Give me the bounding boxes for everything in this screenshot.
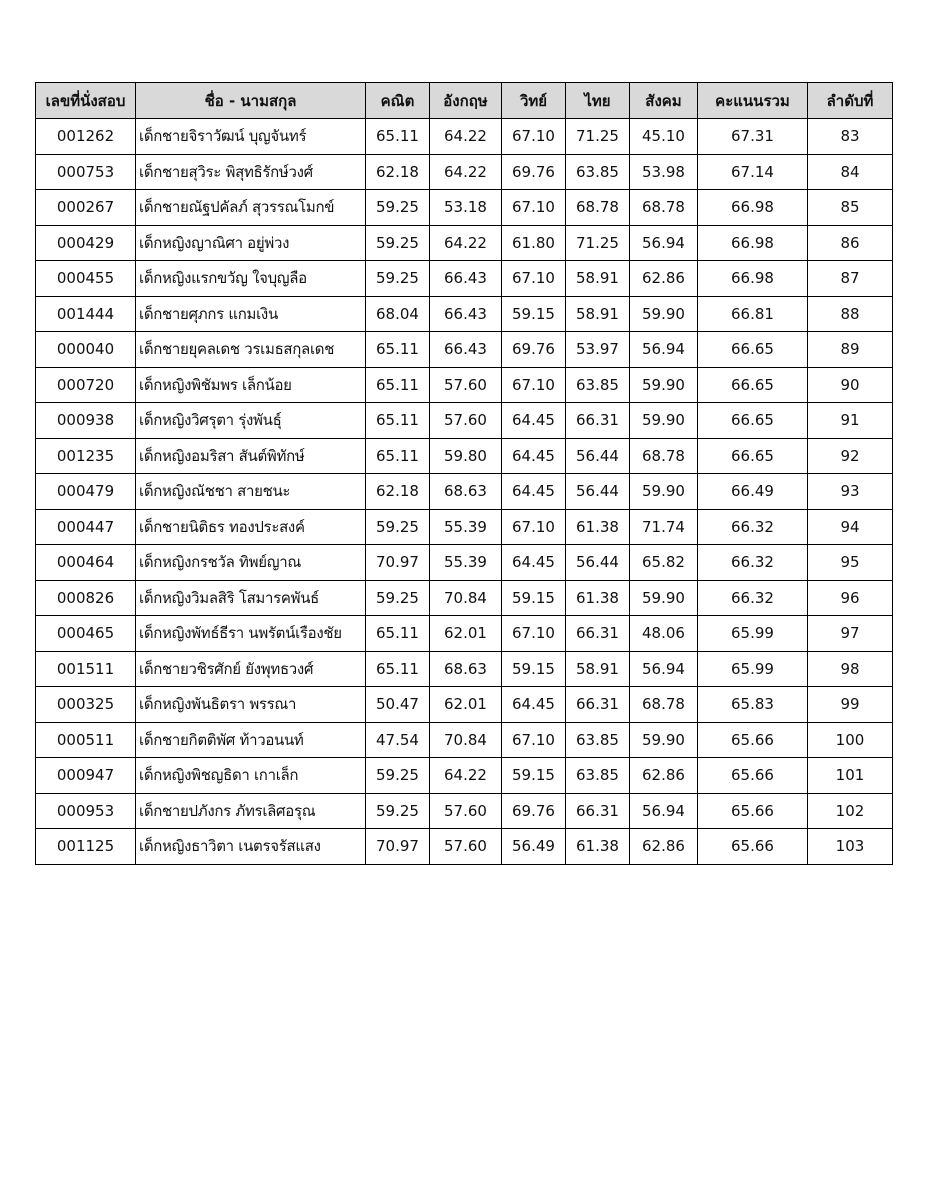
science-score-cell: 56.49 bbox=[502, 829, 566, 865]
math-score-cell: 65.11 bbox=[366, 616, 430, 652]
rank-cell: 88 bbox=[808, 296, 893, 332]
header-math: คณิต bbox=[366, 83, 430, 119]
name-cell: เด็กหญิงพิชญธิดา เกาเล็ก bbox=[136, 758, 366, 794]
total-score-cell: 65.66 bbox=[698, 829, 808, 865]
rank-cell: 98 bbox=[808, 651, 893, 687]
name-cell: เด็กชายกิตติพัศ ท้าวอนนท์ bbox=[136, 722, 366, 758]
name-cell: เด็กหญิงแรกขวัญ ใจบุญลือ bbox=[136, 261, 366, 297]
name-cell: เด็กชายปภังกร ภัทรเลิศอรุณ bbox=[136, 793, 366, 829]
social-score-cell: 59.90 bbox=[630, 367, 698, 403]
social-score-cell: 56.94 bbox=[630, 332, 698, 368]
math-score-cell: 62.18 bbox=[366, 474, 430, 510]
english-score-cell: 64.22 bbox=[430, 119, 502, 155]
name-cell: เด็กชายวชิรศักย์ ยังพุทธวงศ์ bbox=[136, 651, 366, 687]
name-cell: เด็กหญิงญาณิศา อยู่พ่วง bbox=[136, 225, 366, 261]
math-score-cell: 70.97 bbox=[366, 545, 430, 581]
social-score-cell: 68.78 bbox=[630, 438, 698, 474]
table-row bbox=[36, 793, 893, 829]
seat-number-cell: 000953 bbox=[36, 793, 136, 829]
total-score-cell: 67.14 bbox=[698, 154, 808, 190]
social-score-cell: 68.78 bbox=[630, 190, 698, 226]
thai-score-cell: 56.44 bbox=[566, 545, 630, 581]
math-score-cell: 59.25 bbox=[366, 758, 430, 794]
social-score-cell: 45.10 bbox=[630, 119, 698, 155]
math-score-cell: 47.54 bbox=[366, 722, 430, 758]
seat-number-cell: 000465 bbox=[36, 616, 136, 652]
name-cell: เด็กหญิงธาวิตา เนตรจรัสแสง bbox=[136, 829, 366, 865]
math-score-cell: 65.11 bbox=[366, 438, 430, 474]
science-score-cell: 64.45 bbox=[502, 687, 566, 723]
table-row bbox=[36, 190, 893, 226]
seat-number-cell: 000464 bbox=[36, 545, 136, 581]
rank-cell: 84 bbox=[808, 154, 893, 190]
seat-number-cell: 000947 bbox=[36, 758, 136, 794]
header-english: อังกฤษ bbox=[430, 83, 502, 119]
science-score-cell: 59.15 bbox=[502, 758, 566, 794]
table-row bbox=[36, 580, 893, 616]
social-score-cell: 56.94 bbox=[630, 225, 698, 261]
social-score-cell: 56.94 bbox=[630, 651, 698, 687]
math-score-cell: 62.18 bbox=[366, 154, 430, 190]
english-score-cell: 64.22 bbox=[430, 758, 502, 794]
math-score-cell: 65.11 bbox=[366, 403, 430, 439]
science-score-cell: 67.10 bbox=[502, 722, 566, 758]
name-cell: เด็กหญิงกรชวัล ทิพย์ญาณ bbox=[136, 545, 366, 581]
seat-number-cell: 000753 bbox=[36, 154, 136, 190]
rank-cell: 91 bbox=[808, 403, 893, 439]
thai-score-cell: 66.31 bbox=[566, 616, 630, 652]
seat-number-cell: 000429 bbox=[36, 225, 136, 261]
table-row bbox=[36, 722, 893, 758]
english-score-cell: 55.39 bbox=[430, 509, 502, 545]
table-row bbox=[36, 687, 893, 723]
table-row bbox=[36, 225, 893, 261]
name-cell: เด็กชายสุวิระ พิสุทธิรักษ์วงศ์ bbox=[136, 154, 366, 190]
total-score-cell: 66.81 bbox=[698, 296, 808, 332]
math-score-cell: 65.11 bbox=[366, 332, 430, 368]
social-score-cell: 68.78 bbox=[630, 687, 698, 723]
thai-score-cell: 63.85 bbox=[566, 367, 630, 403]
rank-cell: 96 bbox=[808, 580, 893, 616]
name-cell: เด็กหญิงวิมลสิริ โสมารคพันธ์ bbox=[136, 580, 366, 616]
math-score-cell: 50.47 bbox=[366, 687, 430, 723]
thai-score-cell: 63.85 bbox=[566, 154, 630, 190]
seat-number-cell: 000040 bbox=[36, 332, 136, 368]
table-row bbox=[36, 261, 893, 297]
name-cell: เด็กหญิงพัทธ์ธีรา นพรัตน์เรืองชัย bbox=[136, 616, 366, 652]
english-score-cell: 66.43 bbox=[430, 296, 502, 332]
social-score-cell: 71.74 bbox=[630, 509, 698, 545]
seat-number-cell: 000511 bbox=[36, 722, 136, 758]
table-body bbox=[36, 119, 893, 865]
rank-cell: 101 bbox=[808, 758, 893, 794]
rank-cell: 95 bbox=[808, 545, 893, 581]
science-score-cell: 64.45 bbox=[502, 403, 566, 439]
rank-cell: 94 bbox=[808, 509, 893, 545]
thai-score-cell: 68.78 bbox=[566, 190, 630, 226]
english-score-cell: 53.18 bbox=[430, 190, 502, 226]
seat-number-cell: 000325 bbox=[36, 687, 136, 723]
seat-number-cell: 001444 bbox=[36, 296, 136, 332]
table-row bbox=[36, 509, 893, 545]
total-score-cell: 65.66 bbox=[698, 793, 808, 829]
english-score-cell: 57.60 bbox=[430, 367, 502, 403]
rank-cell: 87 bbox=[808, 261, 893, 297]
thai-score-cell: 61.38 bbox=[566, 509, 630, 545]
table-row bbox=[36, 474, 893, 510]
social-score-cell: 62.86 bbox=[630, 261, 698, 297]
total-score-cell: 66.49 bbox=[698, 474, 808, 510]
social-score-cell: 59.90 bbox=[630, 474, 698, 510]
thai-score-cell: 58.91 bbox=[566, 296, 630, 332]
seat-number-cell: 000479 bbox=[36, 474, 136, 510]
science-score-cell: 67.10 bbox=[502, 509, 566, 545]
total-score-cell: 65.83 bbox=[698, 687, 808, 723]
header-social: สังคม bbox=[630, 83, 698, 119]
english-score-cell: 68.63 bbox=[430, 651, 502, 687]
total-score-cell: 66.32 bbox=[698, 509, 808, 545]
seat-number-cell: 000720 bbox=[36, 367, 136, 403]
rank-cell: 102 bbox=[808, 793, 893, 829]
name-cell: เด็กชายณัฐปคัลภ์ สุวรรณโมกข์ bbox=[136, 190, 366, 226]
math-score-cell: 70.97 bbox=[366, 829, 430, 865]
thai-score-cell: 63.85 bbox=[566, 758, 630, 794]
name-cell: เด็กชายนิติธร ทองประสงค์ bbox=[136, 509, 366, 545]
name-cell: เด็กหญิงพิชัมพร เล็กน้อย bbox=[136, 367, 366, 403]
table-row bbox=[36, 332, 893, 368]
math-score-cell: 59.25 bbox=[366, 190, 430, 226]
table-row bbox=[36, 438, 893, 474]
table-row bbox=[36, 758, 893, 794]
table-row bbox=[36, 403, 893, 439]
science-score-cell: 64.45 bbox=[502, 474, 566, 510]
name-cell: เด็กหญิงวิศรุตา รุ่งพันธุ์ bbox=[136, 403, 366, 439]
score-table bbox=[35, 82, 893, 865]
name-cell: เด็กหญิงพันธิตรา พรรณา bbox=[136, 687, 366, 723]
thai-score-cell: 61.38 bbox=[566, 580, 630, 616]
header-total-score: คะแนนรวม bbox=[698, 83, 808, 119]
science-score-cell: 64.45 bbox=[502, 545, 566, 581]
thai-score-cell: 61.38 bbox=[566, 829, 630, 865]
table-row bbox=[36, 154, 893, 190]
math-score-cell: 59.25 bbox=[366, 261, 430, 297]
thai-score-cell: 56.44 bbox=[566, 474, 630, 510]
english-score-cell: 62.01 bbox=[430, 687, 502, 723]
seat-number-cell: 000826 bbox=[36, 580, 136, 616]
seat-number-cell: 001262 bbox=[36, 119, 136, 155]
seat-number-cell: 000267 bbox=[36, 190, 136, 226]
header-thai: ไทย bbox=[566, 83, 630, 119]
science-score-cell: 67.10 bbox=[502, 261, 566, 297]
seat-number-cell: 001235 bbox=[36, 438, 136, 474]
english-score-cell: 64.22 bbox=[430, 154, 502, 190]
thai-score-cell: 66.31 bbox=[566, 687, 630, 723]
science-score-cell: 59.15 bbox=[502, 296, 566, 332]
english-score-cell: 70.84 bbox=[430, 580, 502, 616]
science-score-cell: 69.76 bbox=[502, 154, 566, 190]
table-row bbox=[36, 545, 893, 581]
social-score-cell: 65.82 bbox=[630, 545, 698, 581]
rank-cell: 83 bbox=[808, 119, 893, 155]
seat-number-cell: 001125 bbox=[36, 829, 136, 865]
math-score-cell: 65.11 bbox=[366, 651, 430, 687]
science-score-cell: 59.15 bbox=[502, 651, 566, 687]
rank-cell: 97 bbox=[808, 616, 893, 652]
seat-number-cell: 000447 bbox=[36, 509, 136, 545]
math-score-cell: 68.04 bbox=[366, 296, 430, 332]
english-score-cell: 62.01 bbox=[430, 616, 502, 652]
science-score-cell: 61.80 bbox=[502, 225, 566, 261]
social-score-cell: 48.06 bbox=[630, 616, 698, 652]
math-score-cell: 59.25 bbox=[366, 580, 430, 616]
math-score-cell: 59.25 bbox=[366, 225, 430, 261]
table-row bbox=[36, 367, 893, 403]
english-score-cell: 55.39 bbox=[430, 545, 502, 581]
thai-score-cell: 53.97 bbox=[566, 332, 630, 368]
english-score-cell: 66.43 bbox=[430, 332, 502, 368]
rank-cell: 99 bbox=[808, 687, 893, 723]
science-score-cell: 59.15 bbox=[502, 580, 566, 616]
english-score-cell: 68.63 bbox=[430, 474, 502, 510]
rank-cell: 100 bbox=[808, 722, 893, 758]
thai-score-cell: 71.25 bbox=[566, 119, 630, 155]
name-cell: เด็กชายจิราวัฒน์ บุญจันทร์ bbox=[136, 119, 366, 155]
math-score-cell: 65.11 bbox=[366, 119, 430, 155]
name-cell: เด็กหญิงอมริสา สันต์พิทักษ์ bbox=[136, 438, 366, 474]
science-score-cell: 64.45 bbox=[502, 438, 566, 474]
social-score-cell: 62.86 bbox=[630, 758, 698, 794]
header-rank: ลำดับที่ bbox=[808, 83, 893, 119]
math-score-cell: 65.11 bbox=[366, 367, 430, 403]
science-score-cell: 67.10 bbox=[502, 367, 566, 403]
total-score-cell: 66.65 bbox=[698, 438, 808, 474]
english-score-cell: 57.60 bbox=[430, 793, 502, 829]
social-score-cell: 59.90 bbox=[630, 580, 698, 616]
total-score-cell: 67.31 bbox=[698, 119, 808, 155]
table-row bbox=[36, 651, 893, 687]
thai-score-cell: 56.44 bbox=[566, 438, 630, 474]
social-score-cell: 59.90 bbox=[630, 722, 698, 758]
rank-cell: 86 bbox=[808, 225, 893, 261]
total-score-cell: 66.32 bbox=[698, 545, 808, 581]
english-score-cell: 66.43 bbox=[430, 261, 502, 297]
social-score-cell: 62.86 bbox=[630, 829, 698, 865]
english-score-cell: 64.22 bbox=[430, 225, 502, 261]
math-score-cell: 59.25 bbox=[366, 509, 430, 545]
total-score-cell: 66.65 bbox=[698, 403, 808, 439]
rank-cell: 85 bbox=[808, 190, 893, 226]
name-cell: เด็กหญิงณัชชา สายชนะ bbox=[136, 474, 366, 510]
total-score-cell: 66.65 bbox=[698, 367, 808, 403]
header-full-name: ชื่อ - นามสกุล bbox=[136, 83, 366, 119]
rank-cell: 92 bbox=[808, 438, 893, 474]
total-score-cell: 65.66 bbox=[698, 758, 808, 794]
english-score-cell: 57.60 bbox=[430, 829, 502, 865]
thai-score-cell: 66.31 bbox=[566, 793, 630, 829]
english-score-cell: 57.60 bbox=[430, 403, 502, 439]
thai-score-cell: 66.31 bbox=[566, 403, 630, 439]
header-science: วิทย์ bbox=[502, 83, 566, 119]
table-row bbox=[36, 119, 893, 155]
total-score-cell: 66.98 bbox=[698, 261, 808, 297]
total-score-cell: 66.98 bbox=[698, 225, 808, 261]
rank-cell: 103 bbox=[808, 829, 893, 865]
social-score-cell: 56.94 bbox=[630, 793, 698, 829]
english-score-cell: 70.84 bbox=[430, 722, 502, 758]
table-header-row bbox=[36, 83, 893, 119]
social-score-cell: 59.90 bbox=[630, 296, 698, 332]
total-score-cell: 65.66 bbox=[698, 722, 808, 758]
english-score-cell: 59.80 bbox=[430, 438, 502, 474]
social-score-cell: 59.90 bbox=[630, 403, 698, 439]
science-score-cell: 67.10 bbox=[502, 616, 566, 652]
science-score-cell: 67.10 bbox=[502, 190, 566, 226]
thai-score-cell: 71.25 bbox=[566, 225, 630, 261]
science-score-cell: 69.76 bbox=[502, 793, 566, 829]
thai-score-cell: 58.91 bbox=[566, 261, 630, 297]
table-row bbox=[36, 829, 893, 865]
table-row bbox=[36, 296, 893, 332]
table-row bbox=[36, 616, 893, 652]
total-score-cell: 66.65 bbox=[698, 332, 808, 368]
header-seat-number: เลขที่นั่งสอบ bbox=[36, 83, 136, 119]
total-score-cell: 65.99 bbox=[698, 651, 808, 687]
science-score-cell: 67.10 bbox=[502, 119, 566, 155]
math-score-cell: 59.25 bbox=[366, 793, 430, 829]
thai-score-cell: 58.91 bbox=[566, 651, 630, 687]
name-cell: เด็กชายยุคลเดช วรเมธสกุลเดช bbox=[136, 332, 366, 368]
seat-number-cell: 000938 bbox=[36, 403, 136, 439]
seat-number-cell: 000455 bbox=[36, 261, 136, 297]
rank-cell: 90 bbox=[808, 367, 893, 403]
total-score-cell: 66.98 bbox=[698, 190, 808, 226]
total-score-cell: 66.32 bbox=[698, 580, 808, 616]
seat-number-cell: 001511 bbox=[36, 651, 136, 687]
rank-cell: 89 bbox=[808, 332, 893, 368]
science-score-cell: 69.76 bbox=[502, 332, 566, 368]
total-score-cell: 65.99 bbox=[698, 616, 808, 652]
rank-cell: 93 bbox=[808, 474, 893, 510]
thai-score-cell: 63.85 bbox=[566, 722, 630, 758]
social-score-cell: 53.98 bbox=[630, 154, 698, 190]
name-cell: เด็กชายศุภกร แกมเงิน bbox=[136, 296, 366, 332]
